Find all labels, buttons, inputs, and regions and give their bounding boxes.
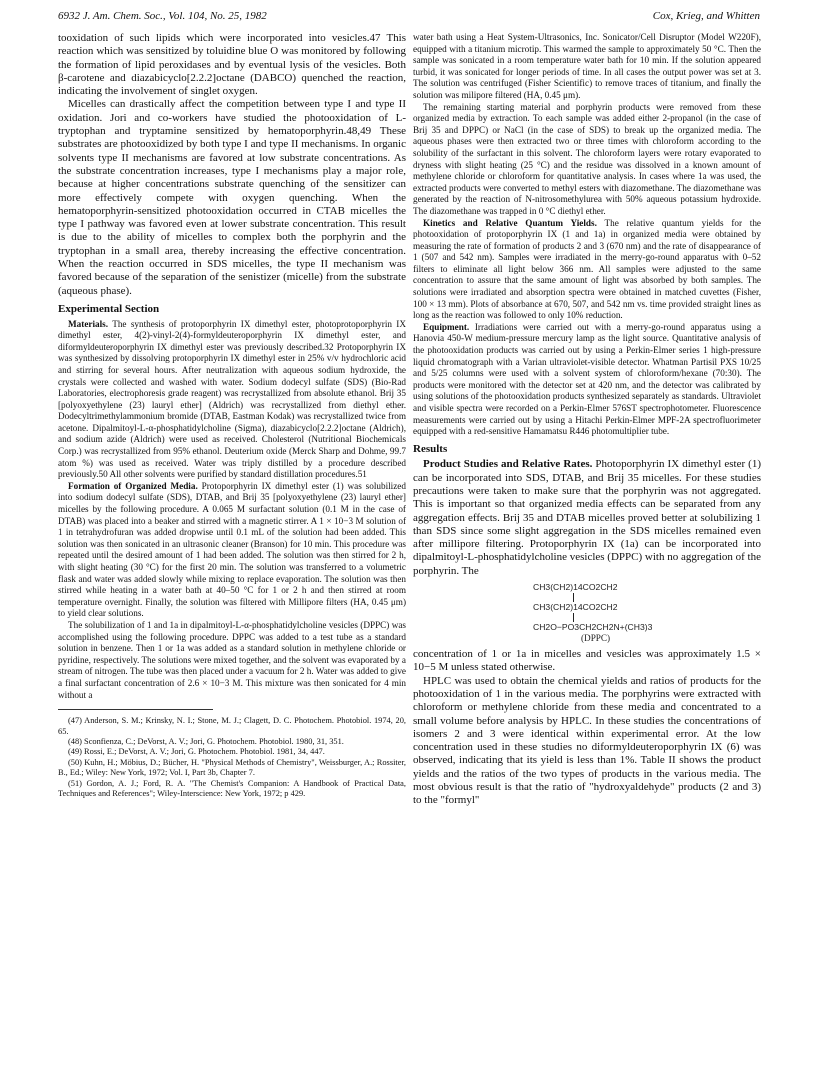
paragraph-text: Irradiations were carried out with a merry-go-round apparatus using a Hanovia 450-W medium-pressure mercury lamp as the light source. Quantitative analysis of the photooxidation products was carried out by using a Perkin-Elmer series 1 high-pressure liquid chromatograph with a Varian ultraviolet-visible detector. Whatman Partisil PXS 10/25 and 5/25 columns were used with a solvent system of chloroform/hexane (70:30). The products were monitored with the detector set at 420 nm, and the detector was calibrated by using solutions of the photooxidation products synthesized separately as standards. Ultraviolet and visible spectra were recorded on a Perkin-Elmer 576ST spectrophotometer. Fluorescence measurements were carried out by using a Hitachi Perkin-Elmer MPF-2A spectrofluorimeter equipped with a red-sensitive Hamamatsu R446 photomultiplier tube. xyxy=(413,321,761,437)
bond-line xyxy=(573,593,574,602)
paragraph-text: The relative quantum yields for the photooxidation of protoporphyrin IX (1 and 1a) in organized media were obtained by measuring the rate of formation of products 2 and 3 (670 nm) and the rate of disappearance of 1 (507 and 542 nm). Samples were irradiated in the merry-go-round apparatus with 0–52 filters to eliminate all light below 366 nm. All samples were adjusted to the same concentration to assure that the same amount of light was absorbed by both samples. The solutions were irradiated and absorption spectra were obtained in matched cuvettes (Fisher, 100 × 13 mm). Plots of absorbance at 670, 507, and 542 nm vs. time provided straight lines as long as the reaction was followed to only 10% reduction. xyxy=(413,217,761,321)
reference: (49) Rossi, E.; DeVorst, A. V.; Jori, G. Photochem. Photobiol. 1981, 34, 447. xyxy=(68,747,325,757)
kinetics-paragraph xyxy=(413,218,761,322)
running-header xyxy=(58,10,760,28)
paragraph: Micelles can drastically affect the competition between type I and type II oxidation. Jori and co-workers have studied the photooxidation of L-tryptophan and tryptamine sensitized by hematoporphyrin.48,49 These substrates are photooxidized by both type I and type II mechanisms. In organic solvents type II mechanisms are favored at low substrate concentrations. As the substrate concentration increases, type I mechanisms play a major role, because at higher concentrations substrate quenching of the sensitizer can more effectively compete with oxygen quenching. When the hematoporphyrin-sensitized photooxidation occurred in CTAB micelles the type I pathway was favored even at lower substrate concentration. This result is due to the ability of micelles to complex both the porphyrin and the tryptophan in a small area, thereby increasing the effective concentration. When the reaction occurred in SDS micelles, the type II mechanism was favored because of the separation of the senistizer (micelle) from the substrate (aqueous phase). xyxy=(58,98,406,297)
paragraph-text: Photoporphyrin IX dimethyl ester (1) can be incorporated into SDS, DTAB, and Brij 35 micelles. For these studies precautions were taken to make sure that the porphyrin was not aggregated. This is important so that organized media effects can be separated from any aggregation effects. Brij 35 and DTAB micelles proved better at solubilizing 1 than SDS since some slight aggregation in the SDS micelles remained even after millipore filtering. Protoporphyrin IX (1a) can be incorporated into dipalmitoyl-L-phosphatidylcholine vesicles (DPPC) with no aggregation of the porphyrin. The xyxy=(413,458,761,577)
header-authors: Cox, Krieg, and Whitten xyxy=(652,10,760,22)
right-column xyxy=(413,32,761,808)
run-in-heading: Kinetics and Relative Quantum Yields. xyxy=(423,217,597,228)
reference: (47) Anderson, S. M.; Krinsky, N. I.; Stone, M. J.; Clagett, D. C. Photochem. Photobiol. 1974, 20, 65. xyxy=(58,716,406,736)
paragraph: tooxidation of such lipids which were incorporated into vesicles.47 This reaction which was sensitized by toluidine blue O was monitored by following the formation of lipid peroxidases and by eventual lysis of the vesicles. Both β-carotene and diazabicyclo[2.2.2]octane (DABCO) quenched the reaction, indicating the involvement of singlet oxygen. xyxy=(58,32,406,98)
paragraph: concentration of 1 or 1a in micelles and vesicles was approximately 1.5 × 10−5 M unless stated otherwise. xyxy=(413,648,761,674)
paragraph: HPLC was used to obtain the chemical yields and ratios of products for the photooxidation of 1 in the various media. The porphyrins were extracted with chloroform or methylene chloride from these media and concentrated to a small volume before analysis by HPLC. In these studies the concentrations of isomers 2 and 3 were identical within experimental error. At the low concentration used in these studies no diformyldeuteroporphyrin IX (6) was observed, indicating that its yield is less than 1%. Table II shows the product yields and the ratios of the two types of products in the various media. The most obvious result is that the ratio of "hydroxyaldehyde" products (2 and 3) to the "formyl" xyxy=(413,674,761,807)
bond-line xyxy=(573,613,574,622)
footnote-rule xyxy=(58,709,213,710)
structure-caption: (DPPC) xyxy=(581,633,611,644)
reference: (50) Kuhn, H.; Möbius, D.; Bücher, H. "Physical Methods of Chemistry", Weissburger, A.; Rossiter, B., Ed.; Wiley: New York, 1972; Vol. I, Part 3b, Chapter 7. xyxy=(58,757,406,778)
reference: (51) Gordon, A. J.; Ford, R. A. "The Chemist's Companion: A Handbook of Practical Data, Techniques and References"; Wiley-Interscience: New York, 1972; p 429. xyxy=(58,778,406,798)
paragraph: The remaining starting material and porphyrin products were removed from these organized media by extraction. To each sample was added either 2-propanol (in the case of Brij 35 and DPPC) or NaCl (in the case of SDS) to break up the organized media. The aqueous phases were then extracted two or three times with chloroform according to the solubility of the surfactant in this solvent. The chloroform layers were rotary evaporated to dryness with slight heating (25 °C) and the residue was dissolved in a known amount of methylene chloride or chloroform for quantitative analysis. In cases where 1a was used, the extracted products were converted to methyl esters with diazomethane. The diazomethane was generated by the reaction of N-nitrosomethylurea with 50% aqueous potassium hydroxide. The diazomethane was trapped in 0 °C diethyl ether. xyxy=(413,101,761,216)
product-paragraph xyxy=(413,458,761,578)
left-column xyxy=(58,32,406,799)
dppc-structure xyxy=(413,582,761,644)
run-in-heading: Equipment. xyxy=(423,321,470,332)
paragraph-text: Protoporphyrin IX dimethyl ester (1) was solubilized into sodium dodecyl sulfate (SDS), DTAB, and Brij 35 [polyoxyethylene (23) lauryl ether] micelles by the following procedure. A 0.065 M surfactant solution (0.1 M in the case of DTAB) was placed into a beaker and stirred with a magnetic stirrer. A 1 × 10−3 M solution of 1 in tetrahydrofuran was added dropwise until 0.1 mL of the solution had been added. This solution was then sonicated in an ultrasonic cleaner (Branson) for 10 min. This procedure was repeated until the desired amount of 1 had been added. The solution was then stirred for 2 h, with slight heating (30 °C) for the first 20 min. The solution was transferred to a volumetric flask and water was added slowly while mixing to replace evaporation. The solution was then stirred while heating in a water bath at 40–50 °C for 1 or 2 h and then stirred at room temperature overnight. Finally, the solution was filtered with Millipore filters (HA, 0.45 μm) to yield clear solutions. xyxy=(58,480,406,619)
run-in-heading: Product Studies and Relative Rates. xyxy=(423,458,593,471)
reference: (48) Sconfienza, C.; DeVorst, A. V.; Jori, G. Photochem. Photobiol. 1980, 31, 351. xyxy=(68,736,344,746)
equipment-paragraph xyxy=(413,322,761,438)
chem-line: CH3(CH2)14CO2CH2 xyxy=(533,582,618,593)
header-citation: 6932 J. Am. Chem. Soc., Vol. 104, No. 25, 1982 xyxy=(58,10,267,22)
formation-paragraph xyxy=(58,481,406,620)
run-in-heading: Materials. xyxy=(68,318,109,329)
materials-paragraph xyxy=(58,319,406,481)
paragraph: water bath using a Heat System-Ultrasonics, Inc. Sonicator/Cell Disruptor (Model W220F), equipped with a titanium microtip. This warmed the sample to approximately 50 °C. Then the sample was sonicated in a room temperature water bath for 10 min. If the solution appeared turbid, it was sonicated for longer periods of time. In all cases the output power was set at 3. The solution was centrifuged (Fisher Scientific) to remove traces of titanium, and finally the solution was milipore filtered (HA, 0.45 μm). xyxy=(413,32,761,100)
chem-line: CH3(CH2)14CO2CH2 xyxy=(533,602,618,613)
section-heading: Results xyxy=(413,442,448,455)
run-in-heading: Formation of Organized Media. xyxy=(68,480,198,491)
chem-line: CH2O−PO3CH2CH2N+(CH3)3 xyxy=(533,622,653,633)
paragraph: The solubilization of 1 and 1a in dipalmitoyl-L-α-phosphatidylcholine vesicles (DPPC) was accomplished using the following procedure. DPPC was added to a test tube as a standard solution in benzene. Then 1 or 1a was added as a standard solution in methylene chloride or pyridine, respectively. The solutions were mixed together, and the solvent was evaporated by a stream of nitrogen. The tube was then placed under a vacuum for 2 h. Water was added to give a final surfactant concentration of 2.6 × 10−3 M. This mixture was then sonicated for 4 min without a xyxy=(58,619,406,700)
paragraph-text: The synthesis of protoporphyrin IX dimethyl ester, photoprotoporphyrin IX dimethyl ester, 4(2)-vinyl-2(4)-formyldeuteroporphyrin IX dimethyl ester, and diformyldeuteroporphyrin IX dimethyl ester was previously described.32 Protoporphyrin IX was synthesized by dissolving protoporphyrin IX dimethyl ester in 25% v/v hydrochloric acid and stirring for several hours. After neutralization with aqueous sodium hydroxide, the crystals were collected and washed with water. Sodium dodecyl sulfate (SDS) (Bio-Rad Laboratories, electrophoresis grade reagent) was recrystallized from absolute ethanol. Brij 35 [polyoxyethylene (23) lauryl ether] (Aldrich) was recrystallized from diethyl ether. Dodecyltrimethylammonium bromide (DTAB, Eastman Kodak) was recrystallized twice from acetone. Dipalmitoyl-L-α-phosphatidylcholine (Sigma), diazabicyclo[2.2.2]octane (Aldrich), and sodium azide (Aldrich) were used as received. Cholesterol (Nutritional Biochemicals Corp.) was recrystallized from 95% ethanol. Deuterium oxide (Merck Sharp and Dohme, 99.7 atom %) was used as received. Water was triply distilled by a procedure described previously.50 All other solvents were purified by standard distillation procedures.51 xyxy=(58,318,406,480)
section-heading: Experimental Section xyxy=(58,302,160,315)
